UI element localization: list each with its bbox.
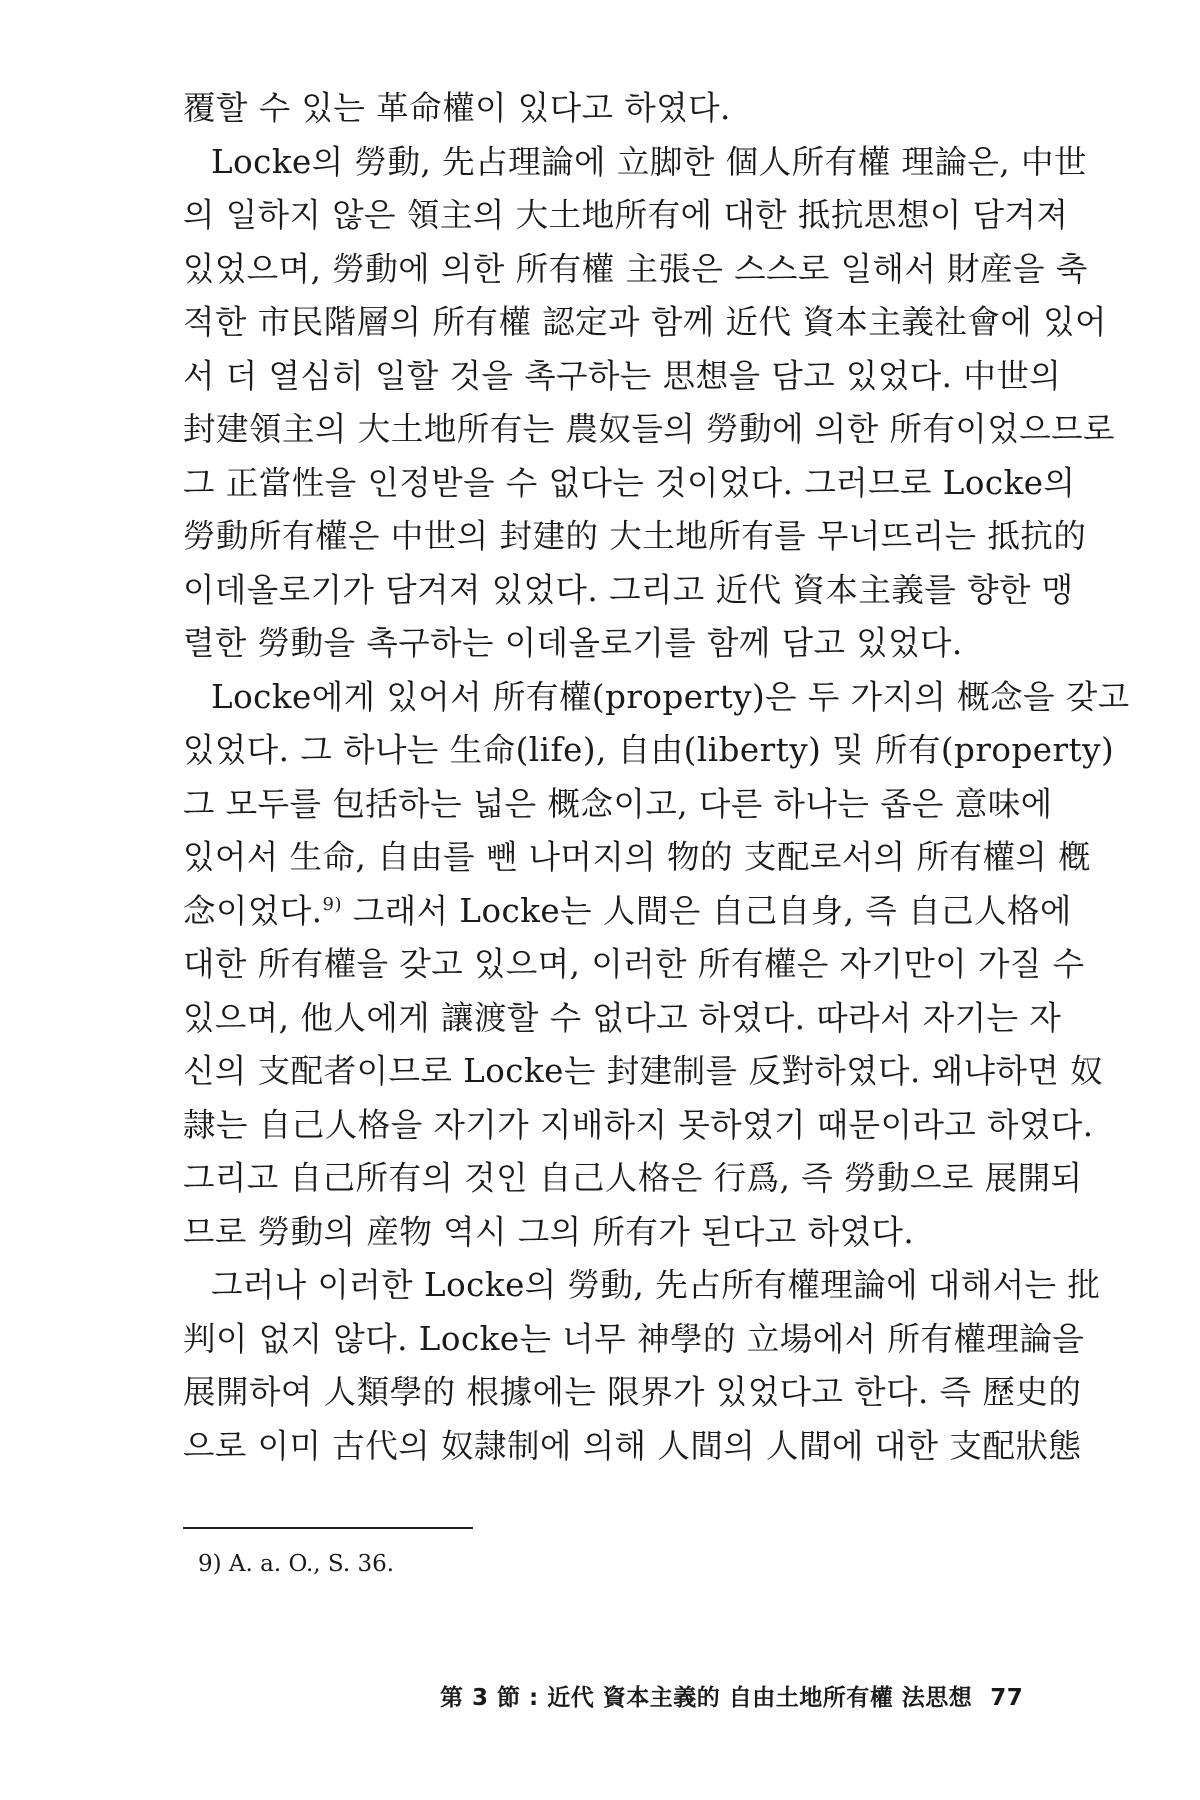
running-footer	[440, 1683, 1045, 1713]
footnote-rule	[183, 1527, 473, 1529]
body-line-text: 念이었다.	[183, 891, 323, 930]
body-line: 이데올로기가 담겨져 있었다. 그리고 近代 資本主義를 향한 맹	[183, 570, 1074, 609]
body-line: Locke에게 있어서 所有權(property)은 두 가지의 概念을 갖고	[211, 677, 1130, 716]
body-line: 勞動所有權은 中世의 封建的 大土地所有를 무너뜨리는 抵抗的	[183, 517, 1087, 555]
body-line: 렬한 勞動을 촉구하는 이데올로기를 함께 담고 있었다.	[183, 624, 963, 662]
body-line: Locke의 勞動, 先占理論에 立脚한 個人所有權 理論은, 中世	[211, 142, 1088, 181]
body-line: 覆할 수 있는 革命權이 있다고 하였다.	[183, 89, 731, 127]
body-line: 그리고 自己所有의 것인 自己人格은 行爲, 즉 勞動으로 展開되	[183, 1159, 1083, 1197]
running-footer-title: 第 3 節 : 近代 資本主義的 自由土地所有權 法思想	[440, 1685, 973, 1711]
body-line: 있으며, 他人에게 讓渡할 수 없다고 하였다. 따라서 자기는 자	[183, 998, 1062, 1037]
body-line: 의 일하지 않은 領主의 大土地所有에 대한 抵抗思想이 담겨져	[183, 196, 1069, 234]
body-line: 대한 所有權을 갖고 있으며, 이러한 所有權은 자기만이 가질 수	[183, 945, 1085, 983]
body-line-text: 그래서 Locke는 人間은 自己自身, 즉 自己人格에	[342, 891, 1072, 930]
body-text	[183, 82, 1130, 1473]
body-line: 있었으며, 勞動에 의한 所有權 主張은 스스로 일해서 財産을 축	[183, 249, 1088, 288]
body-line: 그 正當性을 인정받을 수 없다는 것이었다. 그러므로 Locke의	[183, 463, 1076, 502]
body-line	[183, 885, 1072, 939]
body-line: 므로 勞動의 産物 역시 그의 所有가 된다고 하였다.	[183, 1212, 915, 1251]
body-line: 있었다. 그 하나는 生命(life), 自由(liberty) 및 所有(property)	[183, 731, 1115, 769]
footnote: 9) A. a. O., S. 36.	[198, 1551, 395, 1577]
body-line: 判이 없지 않다. Locke는 너무 神學的 立場에서 所有權理論을	[183, 1319, 1085, 1358]
body-line: 서 더 열심히 일할 것을 촉구하는 思想을 담고 있었다. 中世의	[183, 356, 1062, 395]
body-line: 그러나 이러한 Locke의 勞動, 先占所有權理論에 대해서는 批	[211, 1266, 1101, 1304]
body-line: 展開하여 人類學的 根據에는 限界가 있었다고 한다. 즉 歷史的	[183, 1373, 1082, 1411]
body-line: 있어서 生命, 自由를 뺀 나머지의 物的 支配로서의 所有權의 槪	[183, 838, 1092, 876]
body-line: 그 모두를 包括하는 넓은 概念이고, 다른 하나는 좁은 意味에	[183, 784, 1053, 823]
body-line: 封建領主의 大土地所有는 農奴들의 勞動에 의한 所有이었으므로	[183, 410, 1115, 448]
body-line: 신의 支配者이므로 Locke는 封建制를 反對하였다. 왜냐하면 奴	[183, 1052, 1104, 1090]
body-line: 으로 이미 古代의 奴隷制에 의해 人間의 人間에 대한 支配狀態	[183, 1426, 1082, 1465]
body-line: 적한 市民階層의 所有權 認定과 함께 近代 資本主義社會에 있어	[183, 303, 1107, 341]
page-number: 77	[990, 1685, 1024, 1711]
footnote-reference: 9)	[322, 893, 343, 915]
body-line: 隷는 自己人格을 자기가 지배하지 못하였기 때문이라고 하였다.	[183, 1105, 1094, 1144]
